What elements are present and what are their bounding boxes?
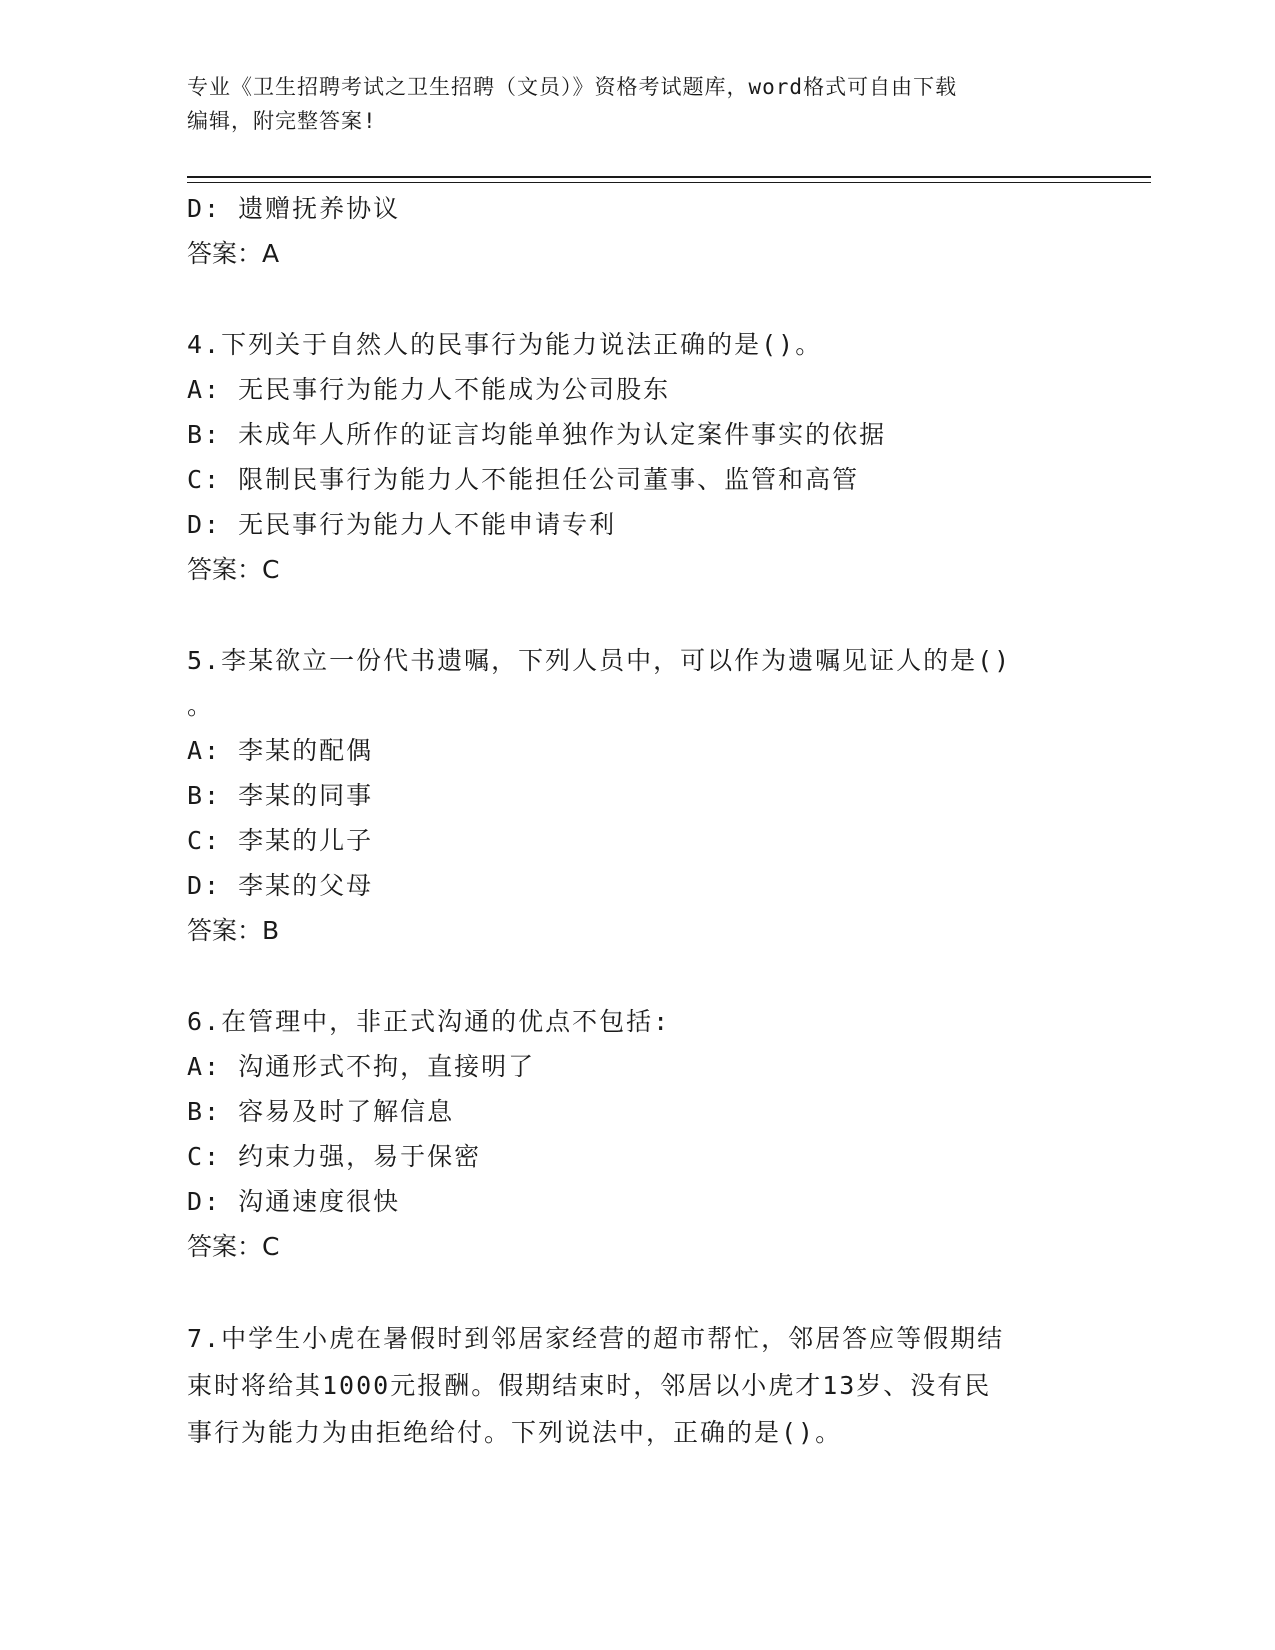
question-3-tail [187, 186, 1087, 276]
question-5 [187, 638, 1087, 953]
option-c: C: 李某的儿子 [187, 826, 374, 855]
option-b: B: 李某的同事 [187, 781, 374, 810]
question-title-continuation: 。 [187, 691, 215, 720]
question-6 [187, 999, 1087, 1269]
header-divider-thin [187, 182, 1151, 183]
question-title: 6.在管理中，非正式沟通的优点不包括: [187, 1007, 671, 1036]
question-7 [187, 1315, 1087, 1456]
question-4 [187, 322, 1087, 592]
header-line-1: 专业《卫生招聘考试之卫生招聘（文员）》资格考试题库，word格式可自由下载 [187, 75, 958, 99]
option-c: C: 限制民事行为能力人不能担任公司董事、监管和高管 [187, 465, 860, 494]
question-title: 5.李某欲立一份代书遗嘱，下列人员中，可以作为遗嘱见证人的是() [187, 646, 1012, 675]
answer: 答案：C [187, 1232, 280, 1261]
option-b: B: 容易及时了解信息 [187, 1097, 455, 1126]
answer: 答案：A [187, 239, 280, 268]
answer: 答案：C [187, 555, 280, 584]
document-body [187, 186, 1087, 1456]
option-d: D: 沟通速度很快 [187, 1187, 401, 1216]
option-a: A: 无民事行为能力人不能成为公司股东 [187, 375, 671, 404]
question-title-line-2: 束时将给其1000元报酬。假期结束时，邻居以小虎才13岁、没有民 [187, 1371, 992, 1400]
option-a: A: 李某的配偶 [187, 736, 374, 765]
page-header [187, 70, 1087, 138]
option-d: D: 遗赠抚养协议 [187, 194, 401, 223]
header-line-2: 编辑，附完整答案! [187, 109, 377, 133]
header-divider [187, 176, 1151, 178]
option-d: D: 李某的父母 [187, 871, 374, 900]
question-title-line-3: 事行为能力为由拒绝给付。下列说法中，正确的是()。 [187, 1418, 843, 1447]
question-title-line-1: 7.中学生小虎在暑假时到邻居家经营的超市帮忙，邻居答应等假期结 [187, 1324, 1005, 1353]
option-a: A: 沟通形式不拘，直接明了 [187, 1052, 536, 1081]
option-d: D: 无民事行为能力人不能申请专利 [187, 510, 617, 539]
option-b: B: 未成年人所作的证言均能单独作为认定案件事实的依据 [187, 420, 887, 449]
question-title: 4.下列关于自然人的民事行为能力说法正确的是()。 [187, 330, 823, 359]
option-c: C: 约束力强，易于保密 [187, 1142, 482, 1171]
answer: 答案：B [187, 916, 280, 945]
